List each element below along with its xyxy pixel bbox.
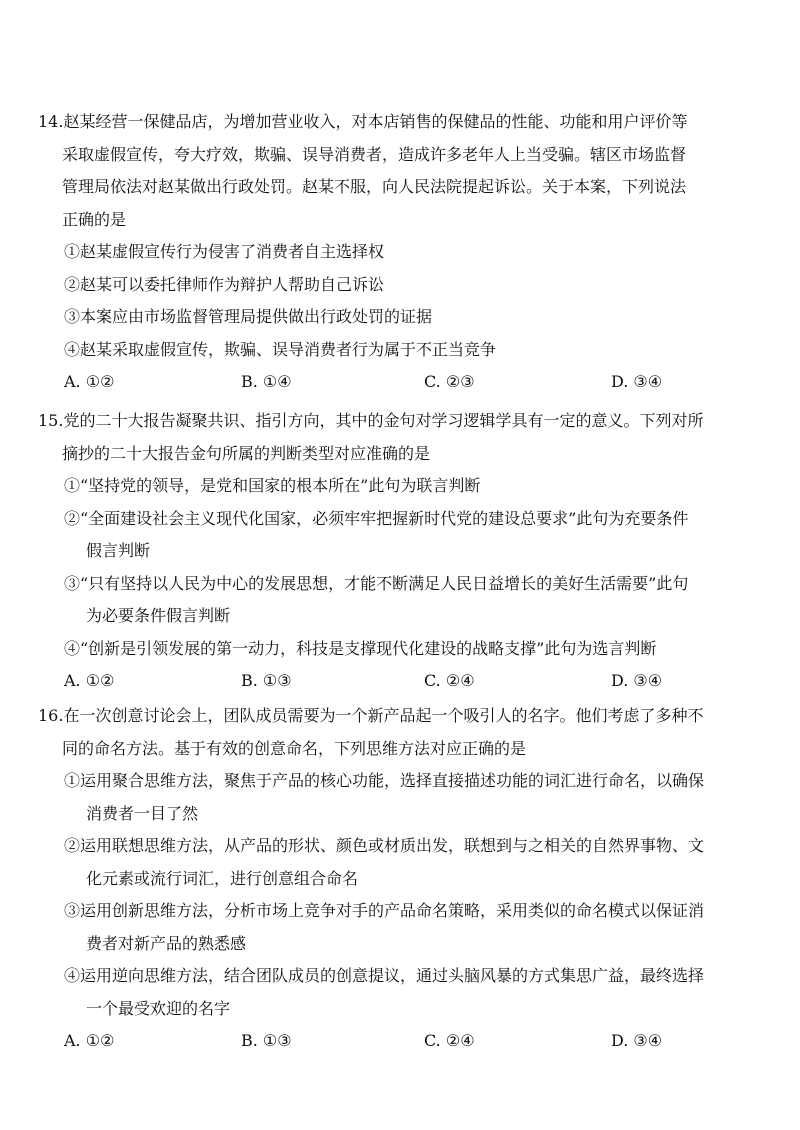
option-3: ③“只有坚持以人民为中心的发展思想，才能不断满足人民日益增长的美好生活需要”此句 (64, 573, 689, 593)
choice-c[interactable]: C. ②④ (424, 1031, 475, 1050)
choice-b[interactable]: B. ①③ (241, 671, 292, 690)
option-2: ②赵某可以委托律师作为辩护人帮助自己诉讼 (64, 274, 385, 294)
option-2-cont: 假言判断 (86, 541, 151, 560)
question-number: 15. (38, 411, 64, 430)
question-stem-line: 16.在一次创意讨论会上，团队成员需要为一个新产品起一个吸引人的名字。他们考虑了多种不 (38, 700, 758, 733)
option-1-cont: 消费者一目了然 (86, 803, 199, 823)
question-stem-line: 15.党的二十大报告凝聚共识、指引方向，其中的金句对学习逻辑学具有一定的意义。下列对所 (38, 405, 758, 438)
choice-d[interactable]: D. ③④ (611, 1031, 663, 1050)
question-stem-line: 管理局依法对赵某做出行政处罚。赵某不服，向人民法院提起诉讼。关于本案，下列说法 (62, 177, 687, 196)
question-16 (38, 700, 758, 1058)
question-15 (38, 405, 758, 698)
option-4-cont: 一个最受欢迎的名字 (86, 998, 231, 1018)
option-1: ①赵某虚假宣传行为侵害了消费者自主选择权 (64, 242, 385, 261)
option-2-cont: 化元素或流行词汇，进行创意组合命名 (86, 868, 359, 888)
question-14 (38, 106, 758, 399)
answer-choices (38, 366, 758, 399)
answer-choices (38, 665, 758, 698)
question-stem-line: 14.赵某经营一保健品店，为增加营业收入，对本店销售的保健品的性能、功能和用户评价等 (38, 106, 758, 139)
choice-d[interactable]: D. ③④ (611, 372, 663, 391)
option-4: ④赵某采取虚假宣传，欺骗、误导消费者行为属于不正当竞争 (64, 339, 497, 359)
question-number: 16. (38, 706, 64, 725)
question-stem-line: 正确的是 (62, 209, 127, 229)
question-stem-line: 摘抄的二十大报告金句所属的判断类型对应准确的是 (62, 443, 431, 463)
choice-a[interactable]: A. ①② (64, 671, 115, 690)
option-3-cont: 费者对新产品的熟悉感 (86, 933, 247, 953)
choice-d[interactable]: D. ③④ (611, 671, 663, 690)
question-stem-line: 同的命名方法。基于有效的创意命名，下列思维方法对应正确的是 (62, 738, 527, 758)
option-2: ②“全面建设社会主义现代化国家，必须牢牢把握新时代党的建设总要求”此句为充要条件 (64, 508, 689, 528)
answer-choices (38, 1025, 758, 1058)
question-stem-line: 采取虚假宣传，夸大疗效，欺骗、误导消费者，造成许多老年人上当受骗。辖区市场监督 (62, 144, 687, 164)
option-3: ③运用创新思维方法，分析市场上竞争对手的产品命名策略，采用类似的命名模式以保证消 (64, 901, 705, 920)
choice-b[interactable]: B. ①④ (241, 372, 292, 391)
option-4: ④运用逆向思维方法，结合团队成员的创意提议，通过头脑风暴的方式集思广益，最终选择 (64, 966, 705, 985)
choice-a[interactable]: A. ①② (64, 1031, 115, 1050)
question-number: 14. (38, 112, 64, 131)
choice-c[interactable]: C. ②④ (424, 671, 475, 690)
option-3: ③本案应由市场监督管理局提供做出行政处罚的证据 (64, 307, 433, 326)
option-1: ①“坚持党的领导，是党和国家的根本所在”此句为联言判断 (64, 476, 481, 495)
option-3-cont: 为必要条件假言判断 (86, 606, 231, 625)
option-2: ②运用联想思维方法，从产品的形状、颜色或材质出发，联想到与之相关的自然界事物、文 (64, 836, 705, 855)
option-1: ①运用聚合思维方法，聚焦于产品的核心功能，选择直接描述功能的词汇进行命名，以确保 (64, 771, 705, 790)
choice-b[interactable]: B. ①③ (241, 1031, 292, 1050)
option-4: ④“创新是引领发展的第一动力，科技是支撑现代化建设的战略支撑”此句为选言判断 (64, 638, 657, 658)
choice-c[interactable]: C. ②③ (424, 372, 475, 391)
choice-a[interactable]: A. ①② (64, 372, 115, 391)
